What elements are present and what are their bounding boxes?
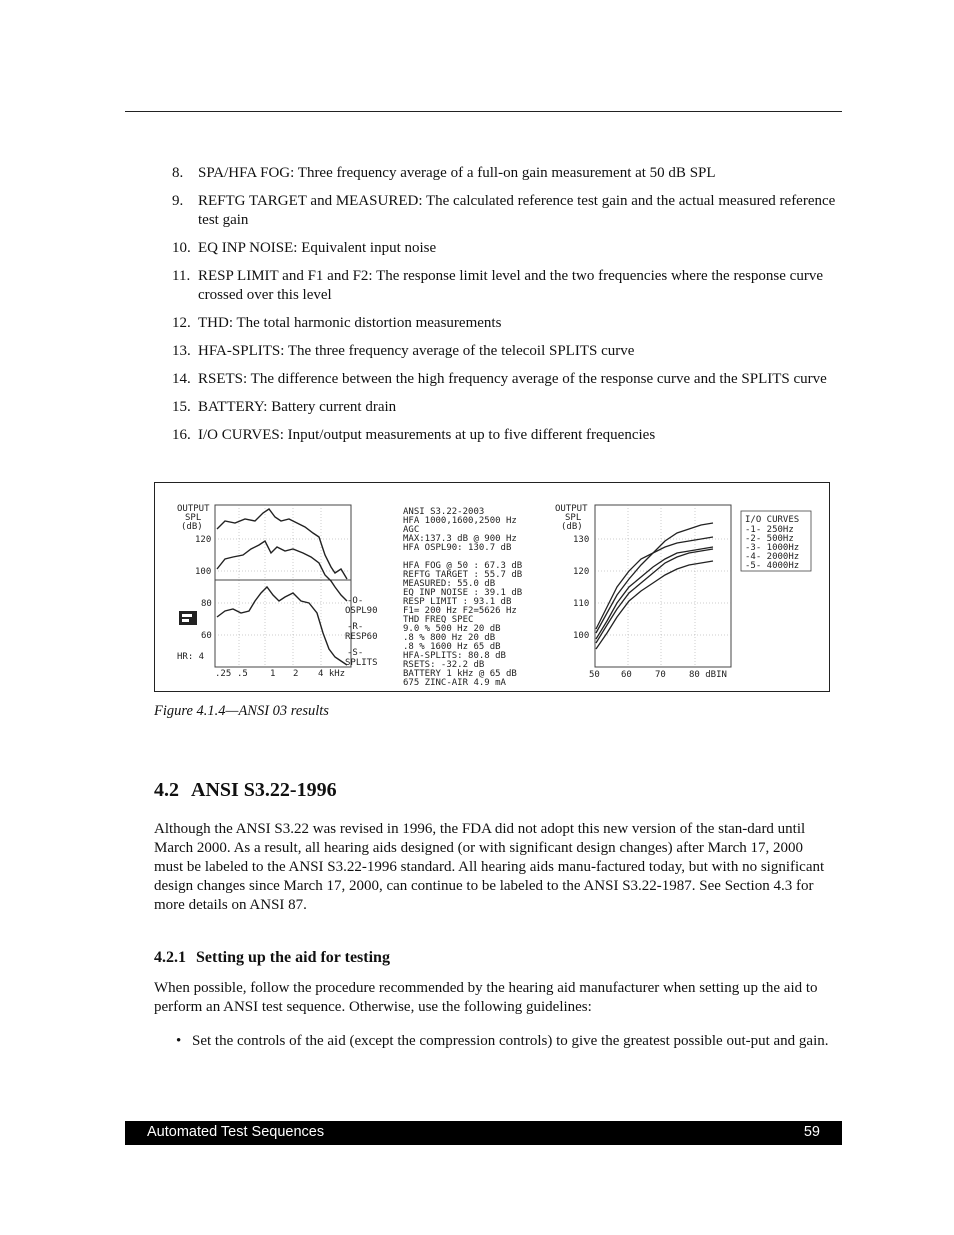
section-heading bbox=[154, 779, 337, 802]
legend-label: -1- 250Hz bbox=[745, 525, 794, 535]
printer-icon bbox=[179, 611, 197, 625]
io-curve-4 bbox=[596, 549, 713, 643]
result-line: MEASURED: 55.0 dB bbox=[403, 579, 496, 589]
x-tick: 4 kHz bbox=[318, 669, 346, 679]
legend-label: -4- 2000Hz bbox=[745, 552, 800, 562]
list-item: 12. THD: The total harmonic distortion measurements bbox=[172, 315, 502, 331]
right-panel bbox=[555, 504, 811, 680]
y-tick: 80 bbox=[201, 599, 212, 609]
x-tick: 2 bbox=[293, 669, 299, 679]
figure-ansi-results bbox=[154, 482, 830, 692]
result-line: RESP LIMIT : 93.1 dB bbox=[403, 597, 512, 607]
page-footer bbox=[125, 1121, 842, 1145]
result-line: ANSI S3.22-2003 bbox=[403, 507, 485, 517]
left-plot-frame bbox=[215, 505, 351, 667]
y-tick: 130 bbox=[573, 535, 590, 545]
x-tick: 70 bbox=[655, 670, 666, 680]
result-line: MAX:137.3 dB @ 900 Hz bbox=[403, 534, 517, 544]
definition-list bbox=[172, 164, 842, 454]
list-item: 9. REFTG TARGET and MEASURED: The calculated reference test gain and the actual measured reference test gain bbox=[172, 193, 836, 228]
legend-label: -R- bbox=[347, 622, 364, 632]
list-item: 11. RESP LIMIT and F1 and F2: The response limit level and the two frequencies where the response curve crossed over this level bbox=[172, 268, 823, 303]
hr-label: HR: 4 bbox=[177, 652, 205, 662]
right-axis-title: (dB) bbox=[561, 522, 583, 532]
ospl90-curve bbox=[217, 509, 347, 579]
y-tick: 120 bbox=[195, 535, 212, 545]
body-paragraph: When possible, follow the procedure recommended by the hearing aid manufacturer when setting up the aid to perform an ANSI test sequence. Otherwise, use the following guidelines: bbox=[154, 980, 818, 1015]
x-tick: 1 bbox=[270, 669, 276, 679]
legend-label: -3- 1000Hz bbox=[745, 543, 800, 553]
x-tick: .5 bbox=[237, 669, 248, 679]
bullet-text: Set the controls of the aid (except the compression controls) to give the greatest possible out-put and gain. bbox=[192, 1033, 829, 1049]
subsection-title: Setting up the aid for testing bbox=[196, 949, 390, 966]
left-axis-title: (dB) bbox=[181, 522, 203, 532]
result-line: EQ INP NOISE : 39.1 dB bbox=[403, 588, 523, 598]
result-line: .8 % 1600 Hz 65 dB bbox=[403, 642, 501, 652]
list-item: 15. BATTERY: Battery current drain bbox=[172, 399, 397, 415]
legend-label: OSPL90 bbox=[345, 606, 378, 616]
result-line: HFA 1000,1600,2500 Hz bbox=[403, 516, 517, 526]
subsection-number: 4.2.1 bbox=[154, 949, 186, 966]
right-axis-title: OUTPUT bbox=[555, 504, 588, 514]
bullet-item bbox=[176, 1032, 836, 1051]
body-paragraph: Although the ANSI S3.22 was revised in 1996, the FDA did not adopt this new version of the stan-dard until March 2000. As a result, all hearing aids designed (or with significant design changes) after March 17, 2000 must be labeled to the ANSI S3.22-1996 standard. All hearing aids manu-factured today, but with no significant design changes since March 17, 2000, can continue to be labeled to the ANSI S3.22-1987. See Section 4.3 for more details on ANSI 87. bbox=[154, 821, 825, 913]
list-item: 14. RSETS: The difference between the high frequency average of the response curve and the SPLITS curve bbox=[172, 371, 827, 387]
y-tick: 100 bbox=[195, 567, 212, 577]
legend-label: SPLITS bbox=[345, 658, 378, 668]
footer-chapter-title: Automated Test Sequences bbox=[147, 1124, 325, 1140]
result-line: THD FREQ SPEC bbox=[403, 615, 474, 625]
result-line: 9.0 % 500 Hz 20 dB bbox=[403, 624, 501, 634]
result-line: BATTERY 1 kHz @ 65 dB bbox=[403, 669, 517, 679]
subsection-heading bbox=[154, 949, 390, 967]
figure-graphics bbox=[155, 483, 831, 693]
result-line: REFTG TARGET : 55.7 dB bbox=[403, 570, 523, 580]
result-line: HFA FOG @ 50 : 67.3 dB bbox=[403, 561, 523, 571]
list-item: 8. SPA/HFA FOG: Three frequency average of a full-on gain measurement at 50 dB SPL bbox=[172, 165, 716, 181]
y-tick: 60 bbox=[201, 631, 212, 641]
result-line: RSETS: -32.2 dB bbox=[403, 660, 485, 670]
results-text bbox=[403, 507, 522, 688]
splits-curve bbox=[217, 587, 347, 665]
page-number: 59 bbox=[803, 1124, 820, 1140]
y-tick: 110 bbox=[573, 599, 590, 609]
y-tick: 100 bbox=[573, 631, 590, 641]
list-item: 16. I/O CURVES: Input/output measurements at up to five different frequencies bbox=[172, 427, 656, 443]
result-line: HFA OSPL90: 130.7 dB bbox=[403, 543, 512, 553]
result-line: HFA-SPLITS: 80.8 dB bbox=[403, 651, 506, 661]
x-tick: 50 bbox=[589, 670, 600, 680]
right-plot-frame bbox=[595, 505, 731, 667]
legend-label: -O- bbox=[347, 596, 364, 606]
legend-label: -2- 500Hz bbox=[745, 534, 794, 544]
right-axis-title: SPL bbox=[565, 513, 582, 523]
result-line: 675 ZINC-AIR 4.9 mA bbox=[403, 678, 506, 688]
legend-title: I/O CURVES bbox=[745, 515, 800, 525]
list-item: 10. EQ INP NOISE: Equivalent input noise bbox=[172, 240, 437, 256]
y-tick: 120 bbox=[573, 567, 590, 577]
legend-label: RESP60 bbox=[345, 632, 378, 642]
left-grid bbox=[215, 505, 351, 667]
result-line: AGC bbox=[403, 525, 420, 535]
x-tick: 80 dBIN bbox=[689, 670, 727, 680]
legend-label: -S- bbox=[347, 648, 364, 658]
bullet-icon: • bbox=[176, 1033, 182, 1049]
x-tick: .25 bbox=[215, 669, 232, 679]
io-legend bbox=[741, 511, 811, 571]
left-panel bbox=[177, 504, 378, 679]
x-tick: 60 bbox=[621, 670, 632, 680]
left-axis-title: SPL bbox=[185, 513, 202, 523]
legend-label: -5- 4000Hz bbox=[745, 561, 800, 571]
result-line: F1= 200 Hz F2=5626 Hz bbox=[403, 606, 517, 616]
list-item: 13. HFA-SPLITS: The three frequency average of the telecoil SPLITS curve bbox=[172, 343, 635, 359]
figure-caption: Figure 4.1.4—ANSI 03 results bbox=[154, 703, 329, 719]
io-curve-5 bbox=[596, 561, 713, 649]
section-title: ANSI S3.22-1996 bbox=[191, 779, 337, 801]
section-number: 4.2 bbox=[154, 779, 179, 801]
header-rule bbox=[125, 111, 842, 112]
right-grid bbox=[595, 505, 731, 667]
left-axis-title: OUTPUT bbox=[177, 504, 210, 514]
result-line: .8 % 800 Hz 20 dB bbox=[403, 633, 496, 643]
